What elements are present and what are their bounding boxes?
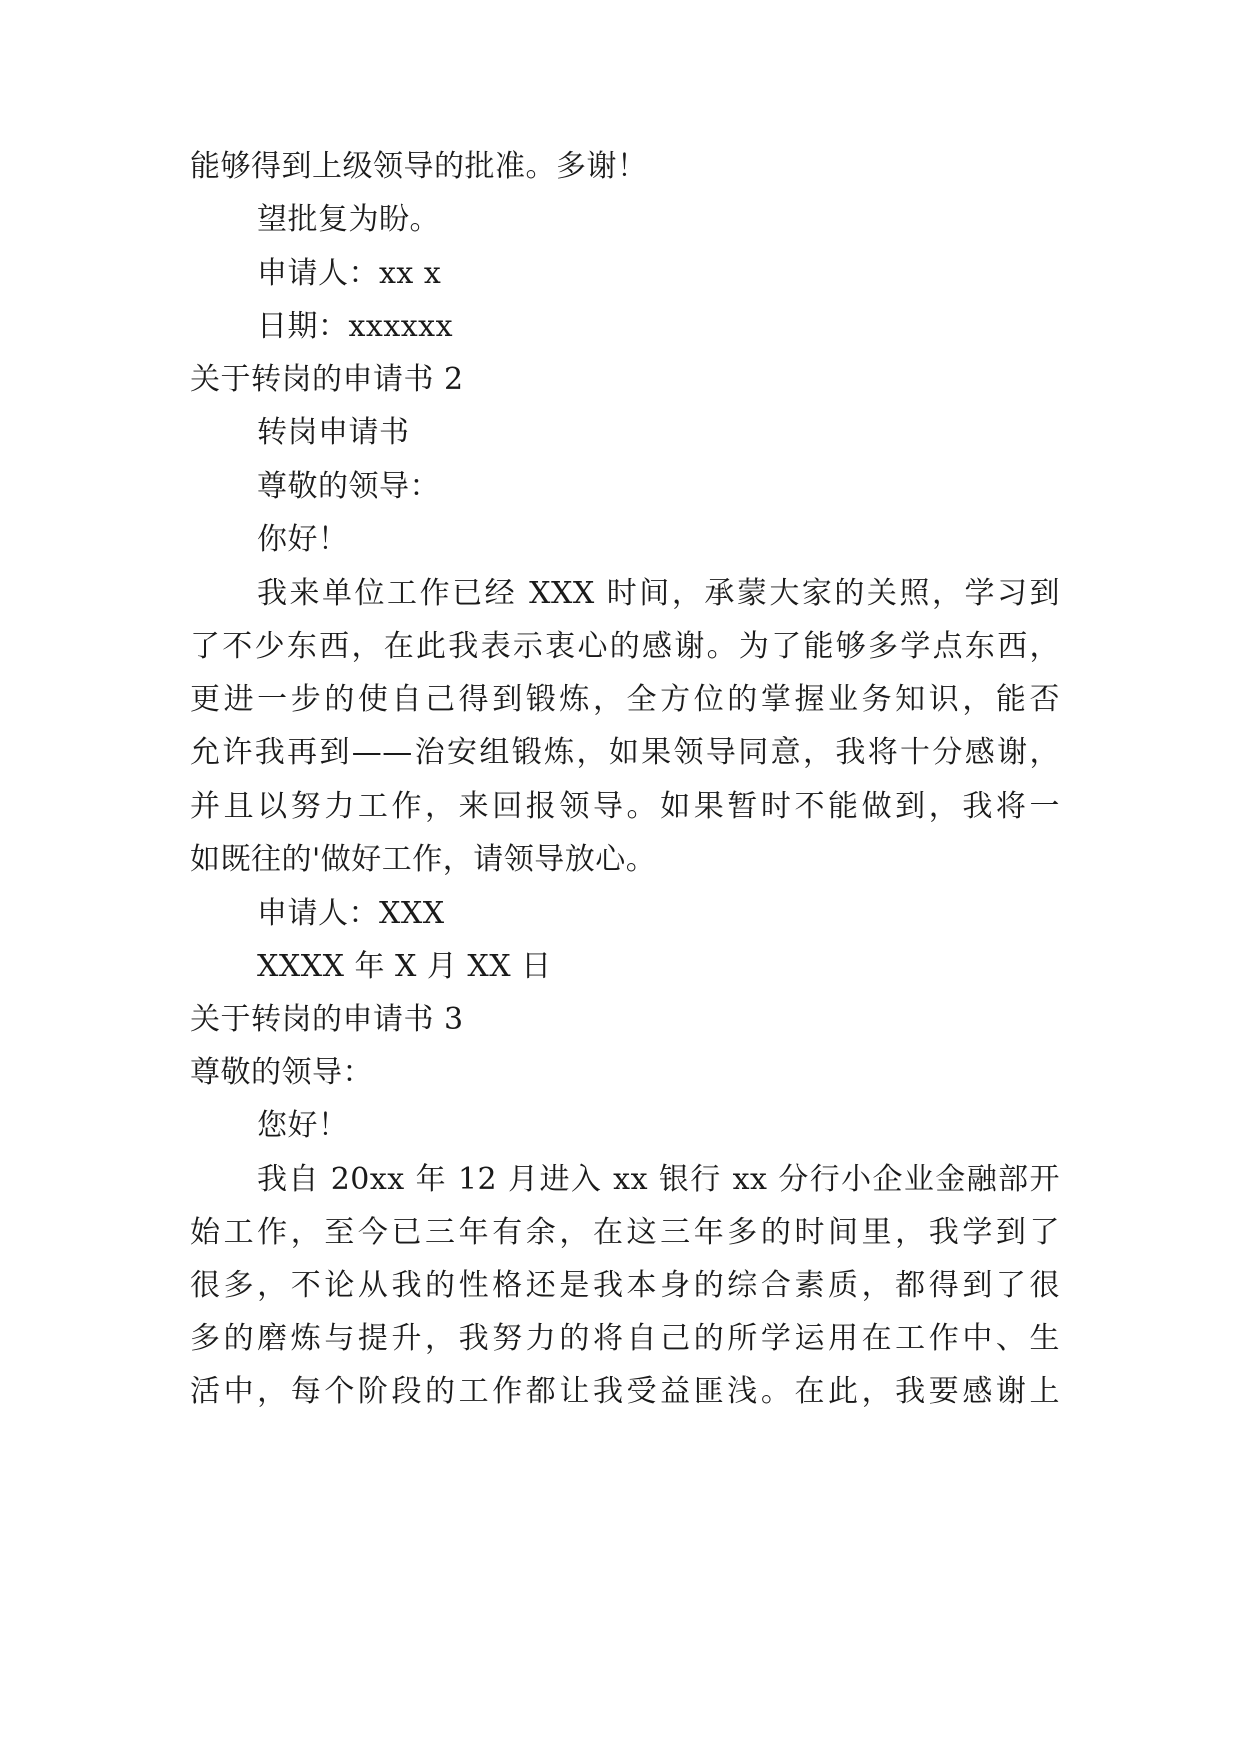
text-line: 更进一步的使自己得到锻炼，全方位的掌握业务知识，能否 — [190, 682, 1060, 717]
text-line: 申请人：XXX — [257, 896, 445, 931]
text-line: 关于转岗的申请书 3 — [190, 1002, 464, 1037]
text-line: 转岗申请书 — [257, 415, 410, 450]
text-line: 你好！ — [257, 522, 349, 557]
text-line: 望批复为盼。 — [257, 202, 440, 237]
text-line: 关于转岗的申请书 2 — [190, 362, 464, 397]
text-line: 能够得到上级领导的批准。多谢！ — [190, 149, 648, 184]
text-line: 申请人：xx x — [257, 256, 442, 291]
text-line: 允许我再到——治安组锻炼，如果领导同意，我将十分感谢， — [190, 735, 1060, 770]
text-line: 多的磨炼与提升，我努力的将自己的所学运用在工作中、生 — [190, 1321, 1060, 1356]
text-line: 尊敬的领导： — [257, 469, 440, 504]
text-line: 您好！ — [257, 1108, 349, 1143]
text-line: XXXX 年 X 月 XX 日 — [257, 949, 552, 984]
text-line: 日期：xxxxxx — [257, 309, 454, 344]
text-line: 我来单位工作已经 XXX 时间，承蒙大家的关照，学习到 — [257, 576, 1060, 611]
text-line: 我自 20xx 年 12 月进入 xx 银行 xx 分行小企业金融部开 — [257, 1162, 1060, 1197]
text-line: 活中，每个阶段的工作都让我受益匪浅。在此，我要感谢上 — [190, 1374, 1060, 1409]
text-line: 并且以努力工作，来回报领导。如果暂时不能做到，我将一 — [190, 789, 1060, 824]
text-line: 尊敬的领导： — [190, 1055, 373, 1090]
text-line: 如既往的'做好工作，请领导放心。 — [190, 842, 657, 877]
text-line: 很多，不论从我的性格还是我本身的综合素质，都得到了很 — [190, 1268, 1060, 1303]
text-line: 始工作，至今已三年有余，在这三年多的时间里，我学到了 — [190, 1215, 1060, 1250]
text-line: 了不少东西，在此我表示衷心的感谢。为了能够多学点东西， — [190, 629, 1060, 664]
